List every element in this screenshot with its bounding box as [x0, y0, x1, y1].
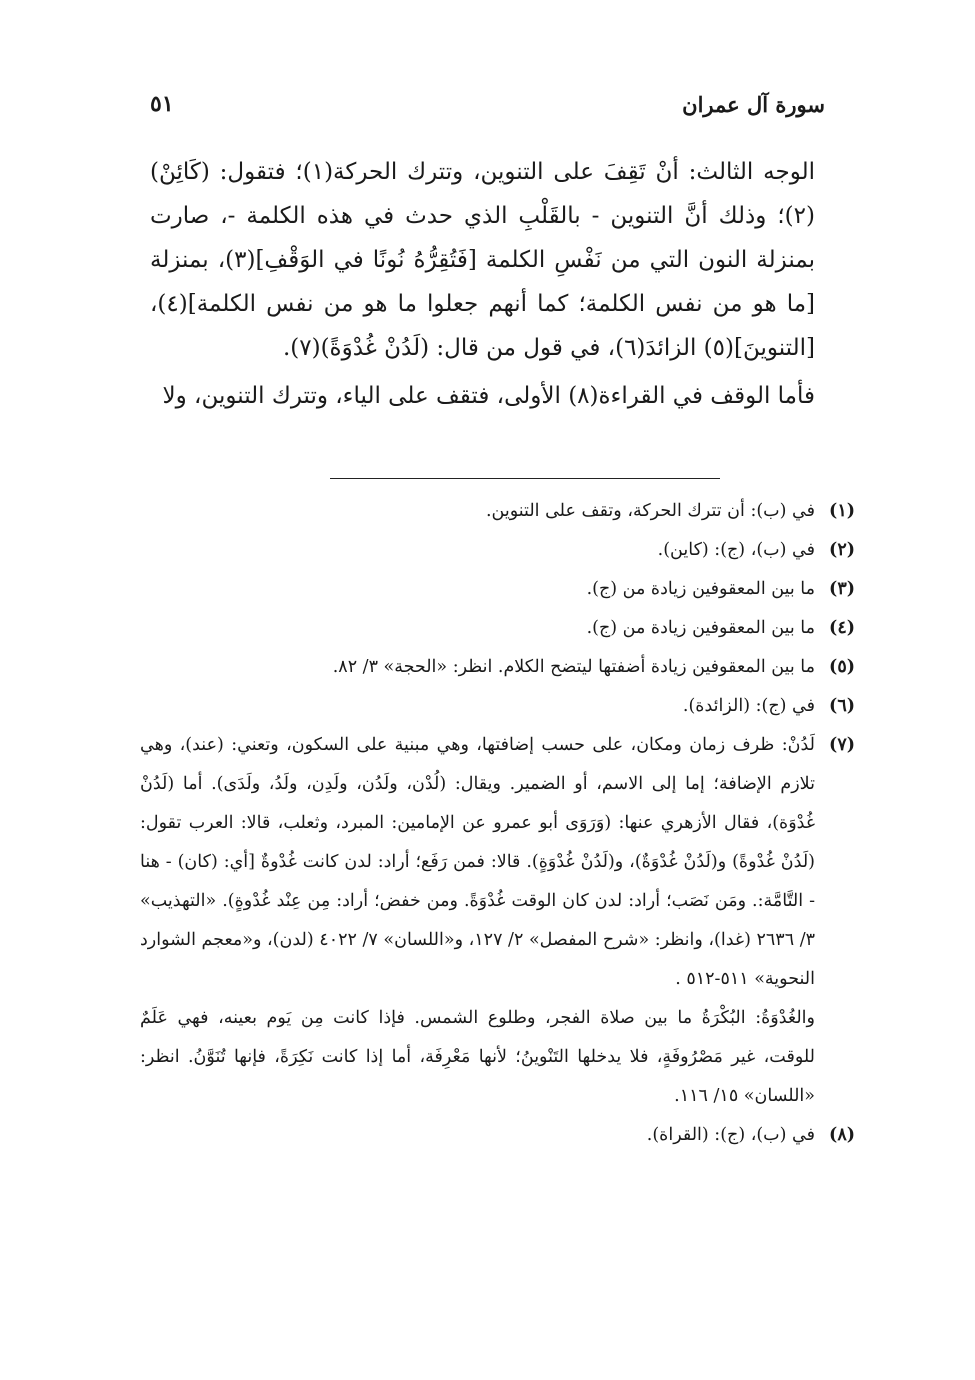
main-text [150, 150, 815, 418]
footnote-number: (٦) [829, 696, 855, 716]
footnote-text: في (ب)، (ج): (كاين). [657, 540, 815, 560]
page-header [150, 84, 825, 124]
footnote-text: في (ب)، (ج): (القراة). [646, 1125, 815, 1145]
footnote-number: (٢) [829, 540, 855, 560]
footnote [140, 492, 855, 531]
footnote-text: ما بين المعقوفين زيادة من (ج). [586, 579, 815, 599]
footnote-text: ما بين المعقوفين زيادة من (ج). [586, 618, 815, 638]
footnote-number: (١) [829, 501, 855, 521]
footnote-number: (٧) [829, 735, 855, 755]
footnote-text: في (ج): (الزائدة). [682, 696, 815, 716]
paragraph: الوجه الثالث: أنْ تَقِفَ على التنوين، وتترك الحركة(١)؛ فتقول: (كَائِنْ)(٢)؛ وذلك أنَّ التنوين - بالقَلْبِ الذي حدث في هذه الكلمة -، صارت بمنزلة النون التي من نَفْسِ الكلمة [فَتُقِرُّهُ نُونًا في الوَقْفِ](٣)، بمنزلة [ما هو من نفس الكلمة؛ كما أنهم جعلوا ما هو من نفس الكلمة](٤)، [التنوينَ](٥) الزائدَ(٦)، في قول من قال: (لَدُنْ غُدْوَةً)(٧). [150, 159, 815, 361]
footnote-text: في (ب): أن تترك الحركة، وتقف على التنوين. [485, 501, 815, 521]
footnotes [140, 492, 855, 1155]
footnote-text: لَدُنْ: ظرف زمان ومكان، على حسب إضافتها، وهي مبنية على السكون، وتعني: (عند)، وهي تلازم الإضافة؛ إما إلى الاسم، أو الضمير. ويقال: (لُدْن، ولَدُن، ولَدِن، ولَدُ، ولَدَى). أما (لَدُنْ غُدْوَة)، فقال الأزهري عنها: (وَرَوَى أبو عمرو عن الإمامين: المبرد، وثعلب، قالا: العرب تقول: (لَدُنْ غُدْوةً) و(لَدُنْ غُدْوَةٌ)، و(لَدُنْ غُدْوَةٍ). قالا: فمن رَفَع؛ أراد: لدن كانت غُدْوةٌ [أي: (كان) - هنا - التَّامَّة:. ومَن نَصَب؛ أراد: لدن كان الوقت غُدْوَةً. ومن خفض؛ أراد: مِن عِنْد غُدْوةٍ). «التهذيب» ٣/ ٢٦٣٦ (غدا)، وانظر: «شرح المفصل» ٢/ ١٢٧، و«اللسان» ٧/ ٤٠٢٢ (لدن)، و«معجم الشوارد النحوية» ٥١١-٥١٢ . [140, 735, 815, 989]
footnote [140, 1116, 855, 1155]
footnote [140, 726, 855, 999]
footnote-separator [330, 478, 720, 479]
footnote [140, 531, 855, 570]
surah-title: سورة آل عمران [682, 91, 825, 117]
page-number: ٥١ [150, 91, 174, 117]
footnote-number: (٤) [829, 618, 855, 638]
footnote-text: ما بين المعقوفين زيادة أضفتها ليتضح الكلام. انظر: «الحجة» ٣/ ٨٢. [332, 657, 815, 677]
footnote [140, 687, 855, 726]
footnote [140, 609, 855, 648]
footnote-continuation: والغُدْوَةُ: البُكْرَةُ ما بين صلاة الفجر، وطلوع الشمس. فإذا كانت مِن يَوم بعينه، فهي عَلَمٌ للوقت، غير مَصْرُوفَةٍ، فلا يدخلها التَنْوينُ؛ لأنها مَعْرِفَة، أما إذا كانت نَكِرَةً، فإنها تُنَوَّنُ. انظر: «اللسان» ١٥/ ١١٦. [140, 1008, 815, 1106]
footnote-number: (٣) [829, 579, 855, 599]
paragraph: فأما الوقف في القراءة(٨) الأولى، فتقف على الياء، وتترك التنوين، ولا [162, 383, 815, 409]
footnote [140, 648, 855, 687]
footnote-number: (٨) [829, 1125, 855, 1145]
footnote [140, 570, 855, 609]
footnote-number: (٥) [829, 657, 855, 677]
